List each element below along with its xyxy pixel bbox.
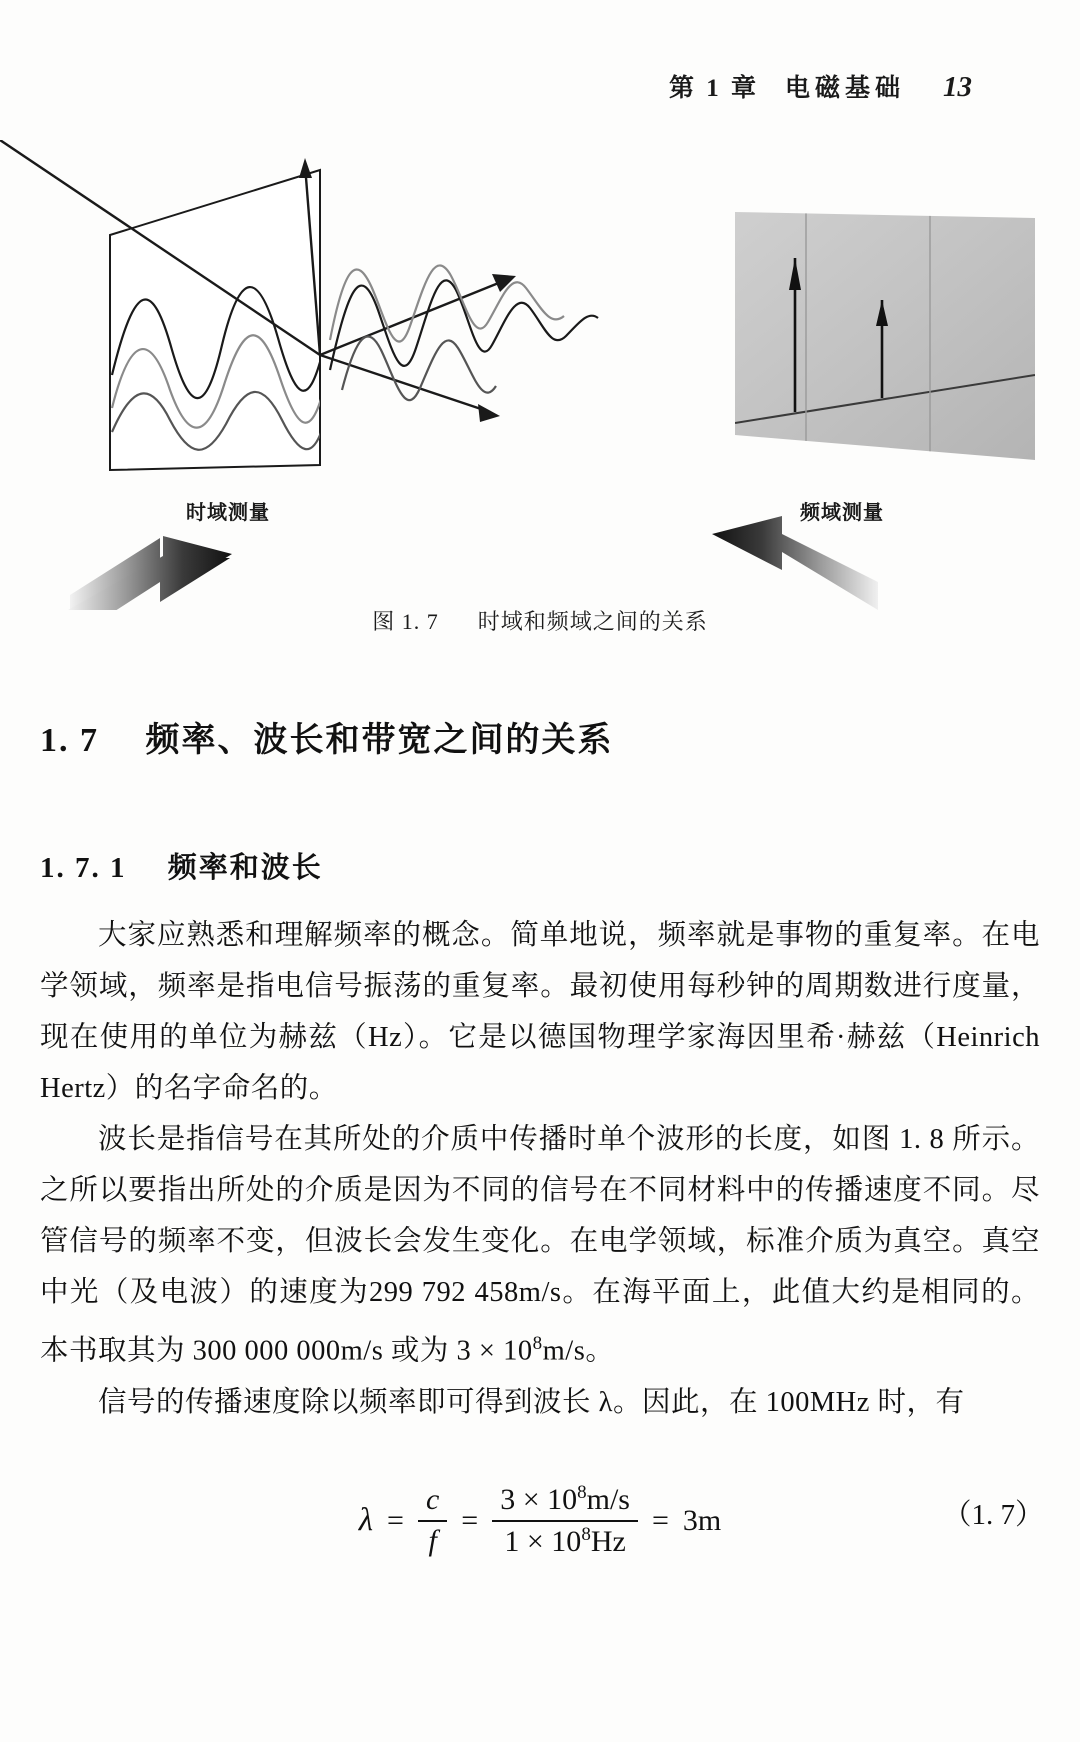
paragraph-2	[40, 1114, 1040, 1377]
figure-1-7	[0, 140, 1080, 610]
equation-numerator-c: c	[425, 1483, 440, 1516]
section-heading-title: 频率、波长和带宽之间的关系	[145, 722, 614, 759]
body-text	[40, 910, 1040, 1428]
paragraph-1: 大家应熟悉和理解频率的概念。简单地说，频率就是事物的重复率。在电学领域，频率是指电信号振荡的重复率。最初使用每秒钟的周期数进行度量，现在使用的单位为赫兹（Hz）。它是以德国物理学家海因里希·赫兹（Heinrich Hertz）的名字命名的。	[40, 920, 1040, 1104]
paragraph-2-part-a: 波长是指信号在其所处的介质中传播时单个波形的长度，如图 1. 8 所示。之所以要指出所处的介质是因为不同的信号在不同材料中的传播速度不同。尽管信号的频率不变，但波长会发生变化。在电学领域，标准介质为真空。真空中光（及电波）的速度为299 792 458m/s。在海平面上，此值大约是相同的。本书取其为 300 000 000m/s 或为 3 × 10	[40, 1124, 1040, 1367]
equation-lambda: λ	[358, 1502, 374, 1538]
paragraph-3: 信号的传播速度除以频率即可得到波长 λ。因此，在 100MHz 时，有	[98, 1386, 965, 1418]
running-head-chapter: 第 1 章	[668, 75, 759, 102]
equation-numerator-value	[492, 1480, 638, 1520]
time-domain-panel	[66, 170, 322, 610]
figure-label-time-domain: 时域测量	[186, 502, 270, 524]
equation-equals-3: =	[651, 1503, 669, 1537]
subsection-heading-title: 频率和波长	[167, 852, 323, 884]
equation-denominator-exponent: 8	[581, 1523, 591, 1545]
equation-result: 3m	[682, 1503, 722, 1537]
equation-denominator-mantissa: 1 × 10	[504, 1524, 582, 1558]
figure-1-7-graphic	[0, 140, 1080, 610]
equation-denominator-unit: Hz	[590, 1524, 626, 1558]
equation-equals-1: =	[387, 1503, 404, 1537]
equation-denominator-value	[496, 1522, 633, 1562]
equation-numerator-exponent: 8	[577, 1482, 587, 1503]
equation-fraction-c-over-f	[418, 1481, 447, 1560]
equation-numerator-mantissa: 3 × 10	[500, 1483, 578, 1516]
page-number: 13	[943, 71, 972, 103]
running-head	[669, 68, 972, 104]
equation-fraction-values	[492, 1480, 638, 1561]
section-heading	[40, 712, 614, 761]
figure-caption	[0, 605, 1080, 636]
equation-equals-2: =	[461, 1503, 479, 1537]
frequency-domain-arrow	[712, 516, 878, 610]
section-heading-number: 1. 7	[40, 722, 99, 759]
running-head-chapter-title: 电磁基础	[784, 75, 905, 102]
equation-denominator-f: f	[428, 1523, 437, 1557]
equation-number: （1. 7）	[942, 1499, 1044, 1531]
figure-caption-text: 时域和频域之间的关系	[477, 609, 708, 634]
paragraph-2-exponent: 8	[532, 1333, 543, 1354]
subsection-heading-number: 1. 7. 1	[40, 852, 127, 884]
figure-label-frequency-domain: 频域测量	[800, 502, 884, 524]
subsection-heading	[40, 845, 323, 886]
equation-1-7	[40, 1480, 1040, 1561]
figure-caption-number: 图 1. 7	[372, 609, 439, 634]
paragraph-2-part-b: m/s。	[542, 1335, 615, 1367]
equation-numerator-unit: m/s	[586, 1483, 630, 1516]
frequency-domain-panel	[712, 210, 1035, 610]
